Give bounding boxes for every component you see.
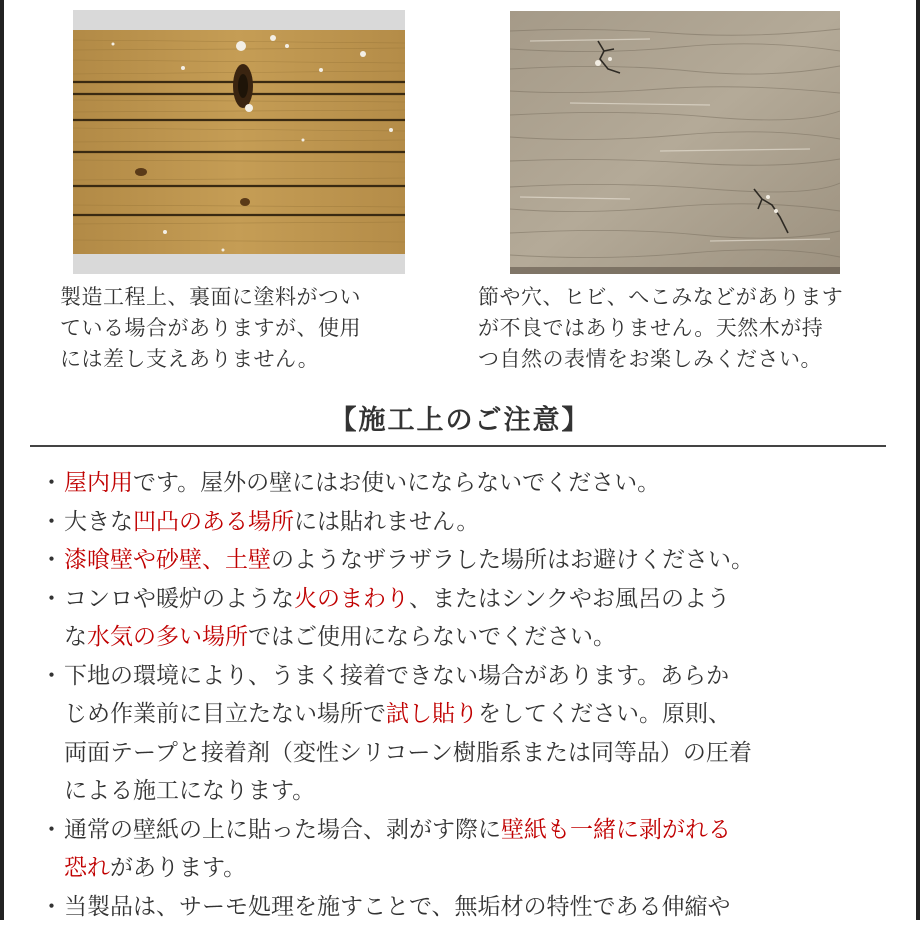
caption-line: つ自然の表情をお楽しみください。 xyxy=(478,344,898,375)
caption-line: 製造工程上、裏面に塗料がつい xyxy=(60,282,440,313)
caption-back-paint xyxy=(60,282,440,375)
bullet-icon: ・ xyxy=(40,888,60,926)
bullet-icon: ・ xyxy=(40,503,60,542)
caution-item xyxy=(40,888,880,926)
bullet-icon: ・ xyxy=(40,541,60,580)
caption-line: 節や穴、ヒビ、へこみなどがあります xyxy=(478,282,898,313)
caution-line xyxy=(64,464,880,503)
highlighted-text: 水気の多い場所 xyxy=(87,624,248,650)
caution-text: による施工になります。 xyxy=(64,778,315,804)
caution-line xyxy=(64,618,880,657)
caution-line xyxy=(64,657,880,696)
caution-item xyxy=(40,657,880,811)
caution-line xyxy=(64,541,880,580)
caution-line xyxy=(64,734,880,773)
caution-item xyxy=(40,541,880,580)
wood-sample-photo-back-paint xyxy=(73,10,405,274)
caution-line xyxy=(64,811,880,850)
highlighted-text: 屋内用 xyxy=(64,470,133,496)
bullet-icon: ・ xyxy=(40,811,60,850)
page-border-left xyxy=(0,0,4,920)
page-border-right xyxy=(916,0,920,920)
caption-natural-defects xyxy=(478,282,898,375)
bullet-icon: ・ xyxy=(40,657,60,696)
caution-text: コンロや暖炉のような xyxy=(64,586,294,612)
caution-item xyxy=(40,580,880,657)
highlighted-text: 凹凸のある場所 xyxy=(133,509,294,535)
highlighted-text: 火のまわり xyxy=(294,586,409,612)
highlighted-text: 試し貼り xyxy=(386,701,478,727)
title-divider xyxy=(30,445,886,447)
caution-item xyxy=(40,464,880,503)
caution-text: な xyxy=(64,624,87,650)
caution-list xyxy=(40,464,880,926)
caution-text: のようなザラザラした場所はお避けください。 xyxy=(271,547,754,573)
caution-text: には貼れません。 xyxy=(294,509,479,535)
section-title: 【施工上のご注意】 xyxy=(0,398,920,437)
caution-text: があります。 xyxy=(110,855,246,881)
highlighted-text: 恐れ xyxy=(64,855,110,881)
bullet-icon: ・ xyxy=(40,580,60,619)
caution-text: じめ作業前に目立たない場所で xyxy=(64,701,386,727)
caution-text: 下地の環境により、うまく接着できない場合があります。あらか xyxy=(64,663,729,689)
caution-text: 両面テープと接着剤（変性シリコーン樹脂系または同等品）の圧着 xyxy=(64,740,752,766)
caution-line xyxy=(64,695,880,734)
caution-item xyxy=(40,811,880,888)
caution-item xyxy=(40,503,880,542)
bullet-icon: ・ xyxy=(40,464,60,503)
caution-line xyxy=(64,888,880,926)
caution-line xyxy=(64,580,880,619)
caution-text: です。屋外の壁にはお使いにならないでください。 xyxy=(133,470,660,496)
wood-sample-photo-cracks xyxy=(510,11,840,274)
caution-text: をしてください。原則、 xyxy=(478,701,731,727)
caption-line: ている場合がありますが、使用 xyxy=(60,313,440,344)
caption-line: には差し支えありません。 xyxy=(60,344,440,375)
highlighted-text: 漆喰壁や砂壁、土壁 xyxy=(64,547,271,573)
caution-text: ではご使用にならないでください。 xyxy=(248,624,616,650)
highlighted-text: 壁紙も一緒に剥がれる xyxy=(501,817,731,843)
caution-line xyxy=(64,772,880,811)
caution-text: 大きな xyxy=(64,509,133,535)
caution-line xyxy=(64,503,880,542)
caution-text: 当製品は、サーモ処理を施すことで、無垢材の特性である伸縮や xyxy=(64,894,731,920)
caution-text: 通常の壁紙の上に貼った場合、剥がす際に xyxy=(64,817,501,843)
caption-line: が不良ではありません。天然木が持 xyxy=(478,313,898,344)
caution-text: 、またはシンクやお風呂のよう xyxy=(409,586,730,612)
caution-line xyxy=(64,849,880,888)
